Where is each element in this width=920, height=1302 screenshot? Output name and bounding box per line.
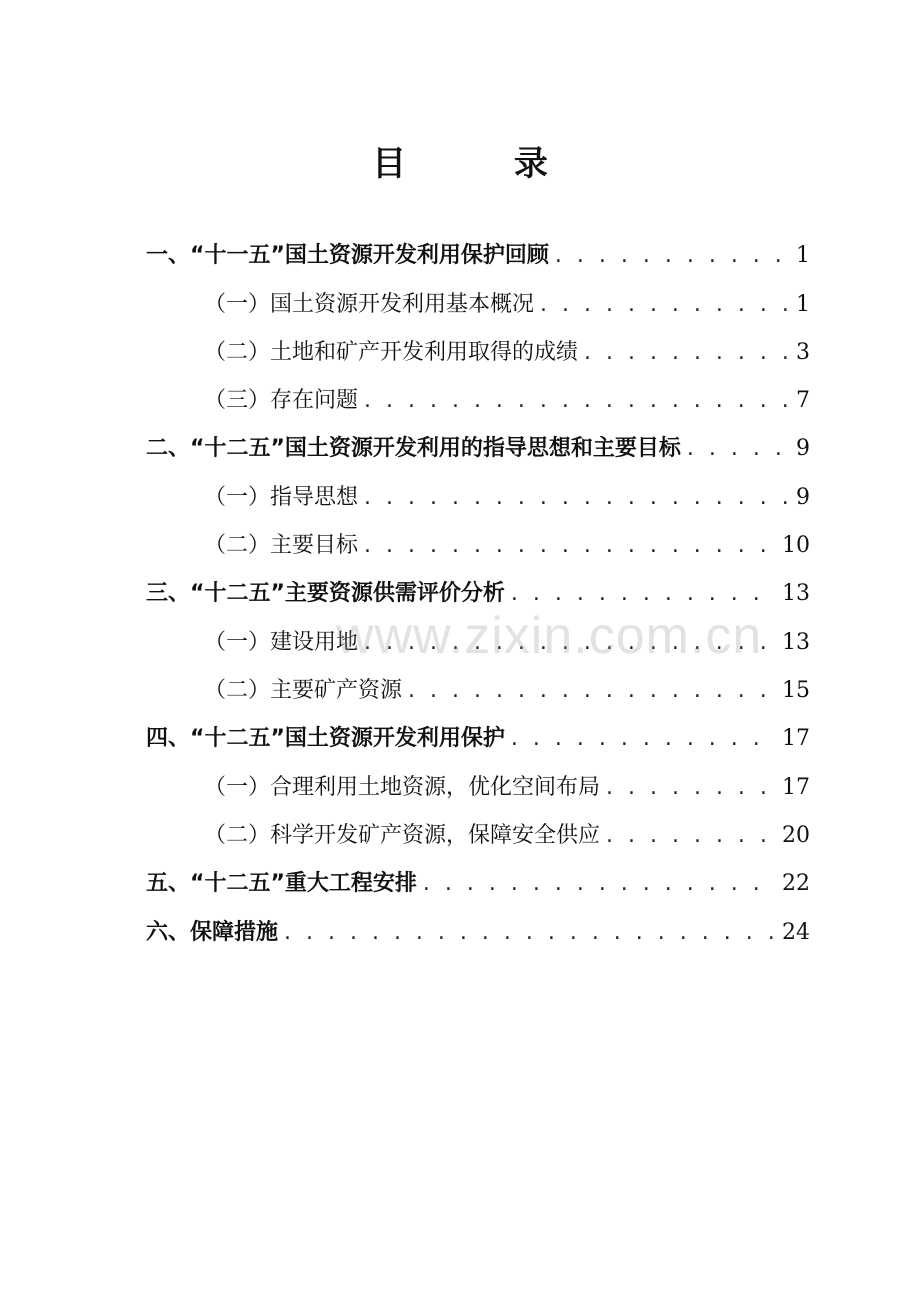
dot-leader	[364, 522, 776, 570]
toc-entry-label: 三、“十二五”主要资源供需评价分析	[146, 581, 505, 606]
toc-page-number: 1	[796, 243, 810, 268]
toc-page-number: 17	[782, 775, 810, 800]
toc-entry[interactable]	[146, 764, 810, 812]
toc-entry[interactable]	[146, 474, 810, 522]
toc-page-number: 22	[782, 871, 810, 896]
toc-entry[interactable]	[146, 860, 810, 909]
toc-entry-label: （二）主要目标	[204, 533, 359, 558]
dot-leader	[606, 764, 776, 812]
toc-entry[interactable]	[146, 812, 810, 860]
toc-page-number: 7	[796, 388, 810, 413]
toc-entry-label: （一）指导思想	[204, 485, 359, 510]
toc-entry-label: 五、“十二五”重大工程安排	[146, 871, 417, 896]
table-of-contents	[146, 232, 810, 958]
toc-entry[interactable]	[146, 667, 810, 715]
toc-entry-label: 四、“十二五”国土资源开发利用保护	[146, 726, 505, 751]
toc-entry[interactable]	[146, 329, 810, 377]
toc-page-number: 17	[782, 726, 810, 751]
toc-entry-label: （二）主要矿产资源	[204, 678, 403, 703]
toc-page-number: 10	[782, 533, 810, 558]
dot-leader	[687, 425, 790, 473]
toc-page-number: 1	[796, 292, 810, 317]
toc-entry[interactable]	[146, 281, 810, 329]
toc-entry-label: （三）存在问题	[204, 388, 359, 413]
toc-entry-label: 二、“十二五”国土资源开发利用的指导思想和主要目标	[146, 436, 681, 461]
toc-page-number: 9	[796, 436, 810, 461]
toc-page-number: 15	[782, 678, 810, 703]
toc-page-number: 20	[782, 823, 810, 848]
toc-entry-label: （一）国土资源开发利用基本概况	[204, 292, 535, 317]
dot-leader	[364, 377, 790, 425]
dot-leader	[511, 715, 776, 763]
dot-leader	[284, 909, 776, 957]
dot-leader	[606, 812, 776, 860]
toc-entry-label: （一）建设用地	[204, 630, 359, 655]
toc-page-number: 9	[796, 485, 810, 510]
toc-entry[interactable]	[146, 425, 810, 474]
toc-page-number: 24	[782, 920, 810, 945]
toc-entry-label: 六、保障措施	[146, 920, 279, 945]
dot-leader	[408, 667, 776, 715]
toc-page-number: 3	[796, 340, 810, 365]
toc-entry-label: 一、“十一五”国土资源开发利用保护回顾	[146, 243, 549, 268]
toc-entry-label: （二）土地和矿产开发利用取得的成绩	[204, 340, 579, 365]
toc-entry-label: （一）合理利用土地资源，优化空间布局	[204, 775, 601, 800]
toc-entry[interactable]	[146, 715, 810, 764]
dot-leader	[540, 281, 790, 329]
toc-entry-label: （二）科学开发矿产资源，保障安全供应	[204, 823, 601, 848]
page-title: 目 录	[372, 144, 596, 184]
toc-entry[interactable]	[146, 909, 810, 958]
toc-entry[interactable]	[146, 377, 810, 425]
toc-page-number: 13	[782, 581, 810, 606]
toc-page-number: 13	[782, 630, 810, 655]
dot-leader	[584, 329, 790, 377]
dot-leader	[555, 232, 790, 280]
watermark: www.zixin.com.cn	[336, 607, 763, 665]
dot-leader	[364, 474, 790, 522]
toc-entry[interactable]	[146, 522, 810, 570]
dot-leader	[423, 860, 776, 908]
toc-entry[interactable]	[146, 232, 810, 281]
